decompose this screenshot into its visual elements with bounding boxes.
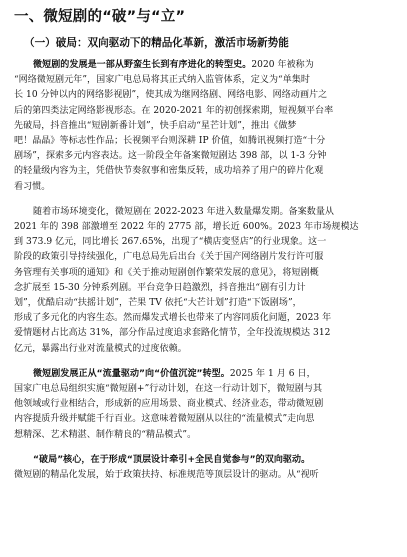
- text-line: [14, 266, 391, 281]
- section-heading: 一、微短剧的“破”与“立”: [14, 9, 186, 25]
- bold-lead-sentence: “破局”核心，在于形成“顶层设计牵引+全民自觉参与”的双向驱动。: [33, 454, 311, 465]
- line-text: 的轻量级内容为主，凭借快节奏叙事和密集反转，成功培养了用户的碎片化观: [14, 166, 324, 177]
- bold-lead-sentence: 微短剧发展正从“流量驱动”向“价值沉淀”转型。: [33, 368, 230, 379]
- paragraph: [14, 453, 391, 483]
- text-line: [14, 180, 391, 195]
- text-line: [14, 205, 391, 220]
- text-line: [14, 397, 391, 412]
- text-line: [14, 281, 391, 296]
- text-line: [14, 382, 391, 397]
- line-text: 想精深、艺术精湛、制作精良的“精品模式”。: [14, 429, 197, 440]
- line-text: 形成了多元化的内容生态。然而爆发式增长也带来了内容同质化问题，2023 年: [14, 313, 332, 324]
- line-text: 念扩展至 15-30 分钟系列剧。平台竞争日趋激烈，抖音推出“剧有引力计: [14, 282, 306, 293]
- line-text: 他领域或行业相结合，形成新的应用场景、商业模式、经济业态，带动微短剧: [14, 399, 324, 410]
- text-line: [14, 342, 391, 357]
- text-line: [14, 220, 391, 235]
- text-line: [14, 73, 391, 88]
- text-line: [14, 326, 391, 341]
- text-line: [14, 164, 391, 179]
- text-line: [14, 235, 391, 250]
- text-line: [14, 468, 391, 483]
- line-text: 看习惯。: [14, 181, 51, 192]
- line-text: 后的第四类法定网络影视形态。在 2020-2021 年的初创探索期，短视频平台率: [14, 105, 334, 116]
- line-text: 亿元，暴露出行业对流量模式的过度依赖。: [14, 343, 187, 354]
- text-line: [14, 311, 391, 326]
- line-text: 2020 年被称为: [251, 60, 314, 70]
- text-line: [14, 250, 391, 265]
- text-line: [14, 296, 391, 311]
- text-line: [14, 412, 391, 427]
- text-line: [14, 134, 391, 149]
- line-text: 阶段的政策引导持续强化，广电总局先后出台《关于国产网络剧片发行许可服: [14, 252, 324, 263]
- line-text: “网络微短剧元年”，国家广电总局将其正式纳入监管体系，定义为“单集时: [14, 75, 311, 86]
- text-line: [14, 58, 391, 73]
- line-text: 长 10 分钟以内的网络影视剧”，使其成为继网络剧、网络电影、网络动画片之: [14, 90, 328, 101]
- bold-lead-sentence: 微短剧的发展是一部从野蛮生长到有序进化的转型史。: [33, 60, 252, 70]
- body-text: [14, 58, 391, 483]
- text-line: [14, 453, 391, 468]
- paragraph: [14, 367, 391, 443]
- text-line: [14, 149, 391, 164]
- line-text: 内容提质升级并赋能千行百业。这意味着微短剧从以往的“流量模式”走向思: [14, 414, 315, 425]
- line-text: 到 373.9 亿元，同比增长 267.65%，出现了“横店变竖店”的行业现象。这一: [14, 237, 327, 248]
- text-line: [14, 88, 391, 103]
- line-text: 爱情题材占比高达 31%，部分作品过度追求套路化情节，全年投流规模达 312: [14, 328, 331, 339]
- line-text: 剧场”，探索多元内容表达。这一阶段全年备案微短剧达 398 部，以 1-3 分钟: [14, 151, 327, 162]
- line-text: 划”，优酷启动“扶摇计划”，芒果 TV 依托“大芒计划”打造“下饭剧场”，: [14, 298, 302, 309]
- line-text: 微短剧的精品化发展，始于政策扶持、标准规范等顶层设计的驱动。从“视听: [14, 470, 319, 481]
- line-text: 随着市场环境变化，微短剧在 2022-2023 年进入数量爆发期。备案数量从: [33, 206, 335, 217]
- line-text: 2025 年 1 月 6 日，: [229, 368, 316, 379]
- text-line: [14, 367, 391, 382]
- line-text: 务管理有关事项的通知》和《关于推动短剧创作繁荣发展的意见》，将短剧概: [14, 267, 319, 278]
- text-line: [14, 104, 391, 119]
- paragraph: [14, 205, 391, 357]
- paragraph: [14, 58, 391, 195]
- line-text: 国家广电总局组织实施“微短剧+”行动计划，在这一行动计划下，微短剧与其: [14, 384, 323, 395]
- line-text: 先破局，抖音推出“短剧新番计划”，快手启动“星芒计划”，推出《做梦: [14, 120, 297, 131]
- line-text: 2021 年的 398 部激增至 2022 年的 2775 部，增长近 600%。2023 年市场规模达: [14, 222, 359, 233]
- line-text: 吧！晶晶》等标志性作品；长视频平台则深耕 IP 价值，如腾讯视频打造“十分: [14, 136, 326, 147]
- text-line: [14, 119, 391, 134]
- subsection-heading: （一）破局：双向驱动下的精品化革新，激活市场新势能: [24, 37, 289, 49]
- text-line: [14, 428, 391, 443]
